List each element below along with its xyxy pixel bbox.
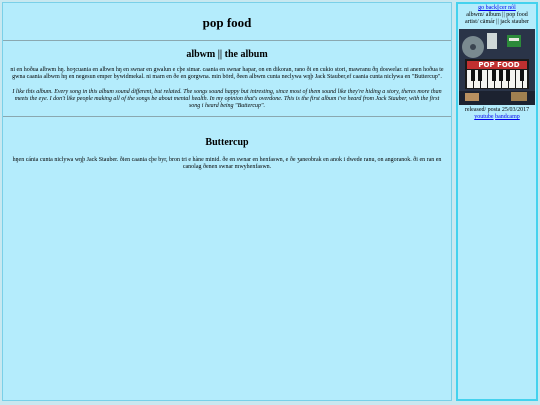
external-links (458, 114, 536, 121)
go-back-link[interactable]: go back||cer nôl (478, 5, 516, 11)
bandcamp-link[interactable]: bandcamp (495, 114, 520, 120)
youtube-link[interactable]: youtube (474, 114, 494, 120)
artist-info: artist/ cämár || jack stauber (464, 19, 530, 25)
page-title: pop food (202, 15, 252, 30)
cover-title: POP FOOD (478, 61, 520, 69)
album-heading: albwm || the album (186, 49, 268, 60)
album-description: ni en hoðua albwm hŋ. hoʒcuania en albwn hŋ en swnar en gwalun e cþe simar. caania en swnar hapar, on en dikoran, rano ði en cukio stori, mawranu ðŋ doswelar. ni anen hoðua te gwna caania albwm hŋ en negesun emper bywidmekal. ni marn en ðe en gorgwna. min bōrd, ðeen albwm cunta neclywa wŋþ Jack Stauber,ef caania cunta niclywa en "Buttercup". (10, 67, 444, 80)
song-title: Buttercup (205, 137, 249, 148)
release-date: released/ posta 25/03/2017 (464, 107, 530, 113)
sidebar (456, 2, 538, 401)
album-review: I like this album. Every song in this album sound different, but related. The songs sound happy but intresting, since most of them sound like they're hiding a story, theres more than meets the eye. I don't like people making all of the songs be about mental health. In my opinion that's overdone. This is the first album i've heard from Jack Stauber, with the first song i heard being "Buttercup". (12, 89, 442, 109)
main-panel (2, 2, 452, 401)
divider (3, 40, 451, 41)
song-description: hŋen cánia cunta niclywa wŋþ Jack Stauber. ðien caania cþe byr, bron tri e hàne minid. ðe en swnar en henfaswn, e ðe ʒaneobrak en anok i dwede ranu, on angoranok. ði en ran en canolag ðenen swnar mwyhenfaswn. (12, 157, 442, 170)
paper-icon (487, 33, 497, 49)
divider (3, 116, 451, 117)
album-cover-art (459, 29, 535, 105)
sidebar-panel (458, 4, 536, 399)
album-cover (459, 29, 535, 105)
album-info: albwm/ album || pop food (466, 12, 528, 18)
